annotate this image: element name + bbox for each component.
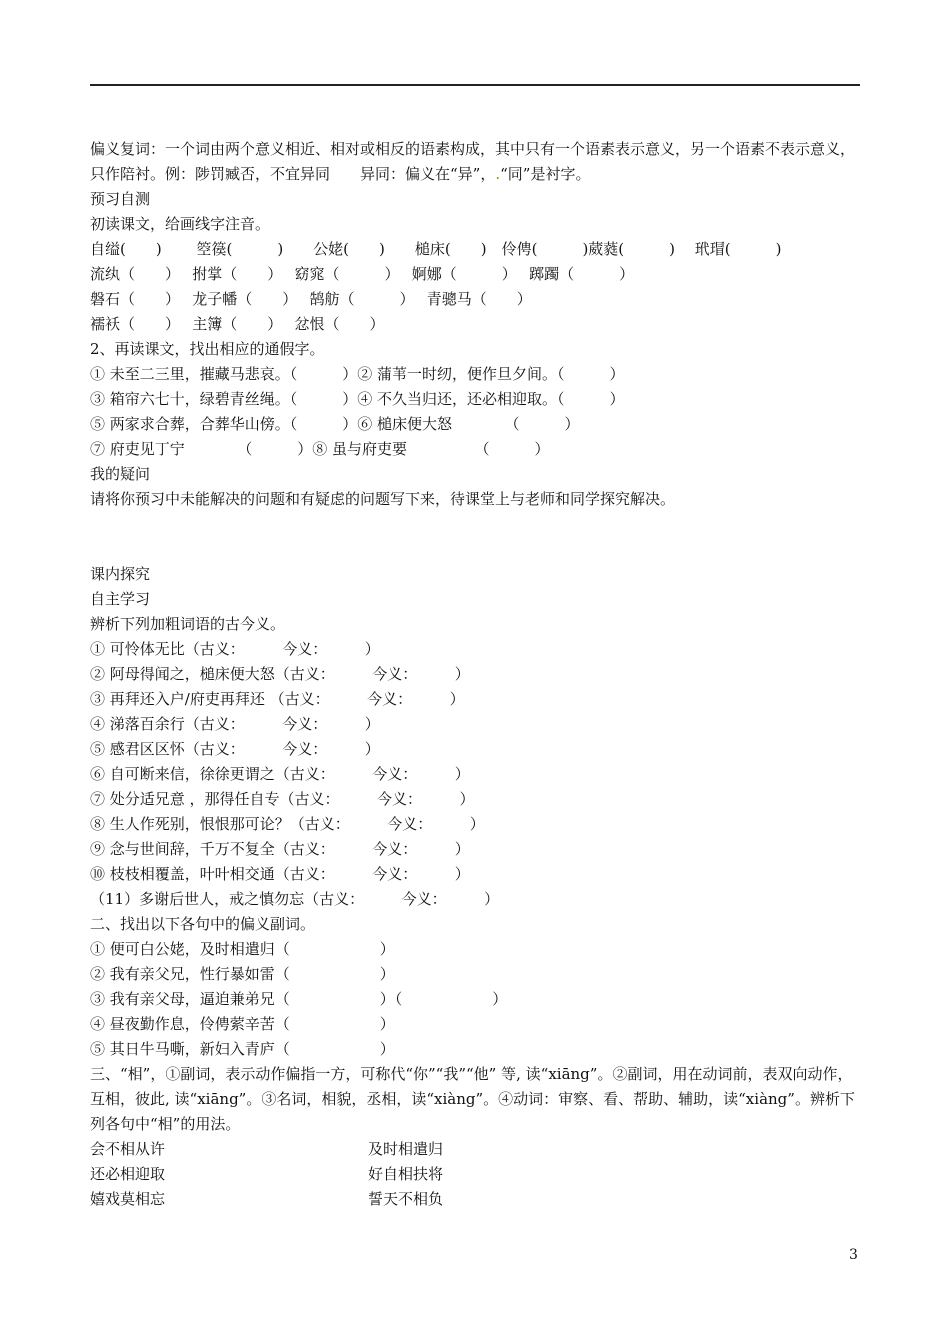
pianyi-row: ① 便可白公姥，及时相遣归（ ）	[90, 940, 395, 958]
pianyi-row: ③ 我有亲父母，逼迫兼弟兄（ ）（ ）	[90, 990, 508, 1008]
gujin-row: ④ 涕落百余行（古义： 今义： ）	[90, 715, 380, 733]
task-tongjia: 2、再读课文，找出相应的通假字。	[90, 340, 325, 358]
xiang-right: 及时相遣归	[368, 1140, 444, 1158]
xiang-left: 嬉戏莫相忘	[90, 1190, 166, 1208]
tongjia-row: ③ 箱帘六七十，绿碧青丝绳。（ ）④ 不久当归还，还必相迎取。（ ）	[90, 390, 625, 408]
gujin-row: ① 可怜体无比（古义： 今义： ）	[90, 640, 380, 658]
gujin-row: （11）多谢后世人，戒之慎勿忘（古义： 今义： ）	[90, 890, 500, 908]
xiang-left: 还必相迎取	[90, 1165, 166, 1183]
gujin-row: ③ 再拜还入户/府吏再拜还 （古义： 今义： ）	[90, 690, 465, 708]
gujin-row: ⑦ 处分适兄意 ，那得任自专（古义： 今义： ）	[90, 790, 475, 808]
section-title-inclass: 课内探究	[90, 565, 151, 583]
pinyin-row: 自缢( ) 箜篌( ) 公姥( ) 槌床( ) 伶俜( )葳蕤( ) 玳瑁( )	[90, 240, 782, 258]
pianyi-row: ② 我有亲父兄，性行暴如雷（ ）	[90, 965, 395, 983]
pianyi-row: ⑤ 其日牛马嘶，新妇入青庐（ ）	[90, 1040, 395, 1058]
pinyin-row: 流纨（ ） 拊掌（ ） 窈窕（ ） 婀娜（ ） 踯躅（ ）	[90, 265, 635, 283]
question-text: 请将你预习中未能解决的问题和有疑虑的问题写下来，待课堂上与老师和同学探究解决。	[90, 490, 676, 508]
tongjia-row: ⑦ 府吏见丁宁 （ ）⑧ 虽与府吏要 （ ）	[90, 440, 550, 458]
pianyi-row: ④ 昼夜勤作息，伶俜萦辛苦（ ）	[90, 1015, 395, 1033]
tongjia-row: ⑤ 两家求合葬，合葬华山傍。（ ）⑥ 槌床便大怒 （ ）	[90, 415, 580, 433]
section-title-preview: 预习自测	[90, 190, 151, 208]
gujin-row: ⑤ 感君区区怀（古义： 今义： ）	[90, 740, 380, 758]
gujin-row: ⑧ 生人作死别，恨恨那可论？（古义： 今义： ）	[90, 815, 485, 833]
xiang-right: 誓天不相负	[368, 1190, 444, 1208]
intro-paragraph: 偏义复词：一个词由两个意义相近、相对或相反的语素构成，其中只有一个语素表示意义，另一个语素不表示意义，只作陪衬。例：陟罚臧否，不宜异同 异同：偏义在“异”，.“同”是衬字。	[90, 140, 856, 183]
subtitle-self-study: 自主学习	[90, 590, 151, 608]
pinyin-row: 襦袄（ ） 主簿（ ） 忿恨（ ）	[90, 315, 385, 333]
task-gujin: 辨析下列加粗词语的古今义。	[90, 615, 286, 633]
tongjia-row: ① 未至二三里，摧藏马悲哀。（ ）② 蒲苇一时纫，便作旦夕间。（ ）	[90, 365, 625, 383]
page-number: 3	[849, 1247, 858, 1263]
gujin-row: ⑨ 念与世间辞，千万不复全（古义： 今义： ）	[90, 840, 470, 858]
task-xiang: 三、“相”，①副词，表示动作偏指一方，可称代“你”“我”“他” 等, 读“xiāng”。②副词，用在动词前，表双向动作，互相，彼此, 读“xiāng”。③名词，相貌，丞相，读“xiàng”。④动词：审察、看、帮助、辅助，读“xiàng”。辨析下列各句中“相”的用法。	[90, 1065, 855, 1133]
task-pianyi: 二、找出以下各句中的偏义副词。	[90, 915, 316, 933]
xiang-left: 会不相从许	[90, 1140, 166, 1158]
gujin-row: ⑥ 自可断来信，徐徐更谓之（古义： 今义： ）	[90, 765, 470, 783]
gujin-row: ② 阿母得闻之，槌床便大怒（古义： 今义： ）	[90, 665, 470, 683]
question-title: 我的疑问	[90, 465, 151, 483]
pinyin-row: 磐石（ ） 龙子幡（ ） 鹄舫（ ） 青骢马（ ）	[90, 290, 532, 308]
gujin-row: ⑩ 枝枝相覆盖，叶叶相交通（古义： 今义： ）	[90, 865, 470, 883]
task-pinyin: 初读课文，给画线字注音。	[90, 215, 271, 233]
xiang-right: 好自相扶将	[368, 1165, 444, 1183]
header-rule	[90, 84, 860, 86]
